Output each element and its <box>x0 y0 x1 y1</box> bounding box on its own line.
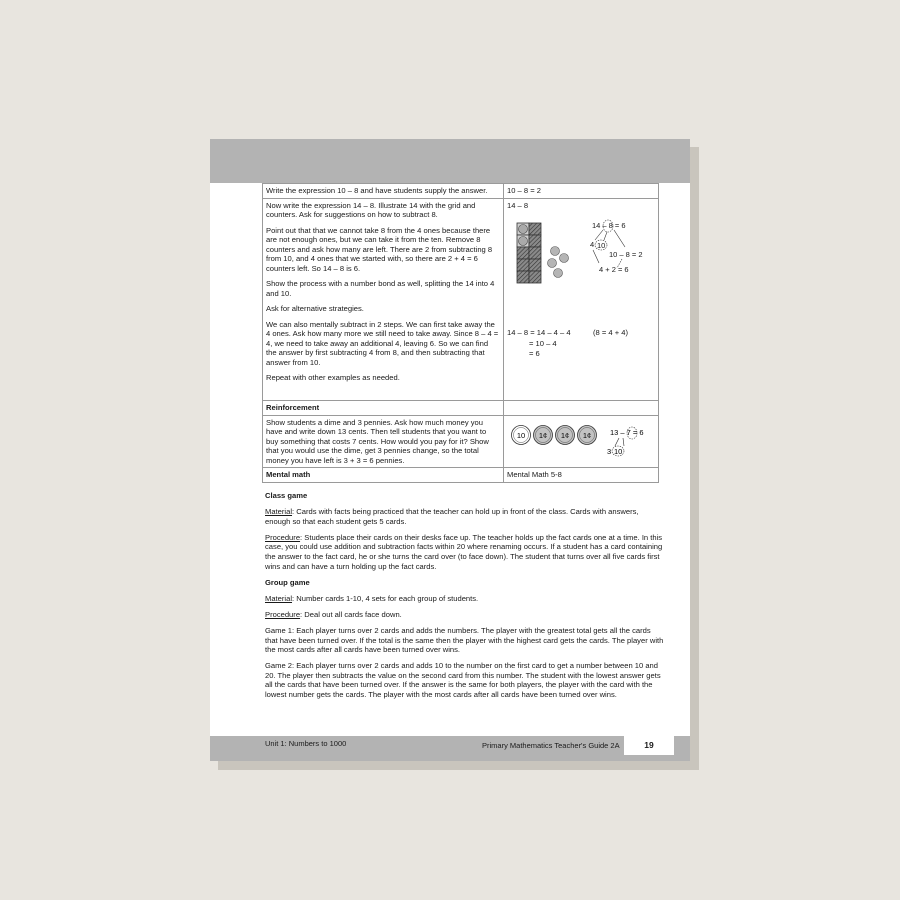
bond-step: 10 – 8 = 2 <box>609 250 643 259</box>
reinforcement-text: Show students a dime and 3 pennies. Ask how much money you have and write down 13 cents. Then tell students that you want to buy something that costs 7 cents. How would you pay for it? Show that you would use the dime, get 3 pennies change, so the total money you have left is 3 + 3 = 6 pennies. <box>263 415 504 468</box>
bond-part-10: 10 <box>614 446 623 456</box>
bond-part-10: 10 <box>597 241 606 250</box>
class-game-procedure: Procedure: Students place their cards on their desks face up. The teacher holds up the fact cards one at a time. In this case, you could use addition and subtraction facts within 20 where renaming occurs. If a student has a card containing the answer to the fact card, he or she turns the card over (to face down). The student that turns over all five cards first wins and can have a turn holding up the fact cards. <box>265 532 663 571</box>
row-example: 14 – 8 14 – 8 = 6 4 10 10 – 8 = 2 4 + 2 = 6 14 – 8 = 14 – 4 – 4 (8 = 4 + 4) = 10 – 4 = 6 <box>504 198 659 401</box>
paragraph: We can also mentally subtract in 2 steps. We can first take away the 4 ones. Ask how many more we still need to take away. Since 8 – 4 = 4, we need to take away an additional 4, leaving 6. So we can find the answer by first subtracting 4 from 8, and then subtracting that answer from 10. <box>266 319 499 367</box>
games-section <box>265 491 665 706</box>
number-bond-diagram <box>590 220 643 274</box>
mental-math-heading: Mental math <box>263 468 504 483</box>
class-game-heading: Class game <box>265 491 308 500</box>
reinforcement-heading: Reinforcement <box>263 401 504 416</box>
table-row <box>263 468 659 483</box>
table-row <box>263 401 659 416</box>
table-row <box>263 184 659 199</box>
document-page <box>210 139 690 761</box>
dime-icon: 10 <box>516 430 526 440</box>
penny-icon: 1¢ <box>538 430 548 440</box>
coins-cell <box>504 415 659 468</box>
class-game-material: Material: Cards with facts being practiced that the teacher can hold up in front of the class. Cards with answers, enough so that each student gets 5 cards. <box>265 507 639 526</box>
game-2-text: Game 2: Each player turns over 2 cards and adds 10 to the number on the first card to get a number between 10 and 20. The player then subtracts the value on the second card from this number. The student with the lowest answer gets all the cards that have been turned over. If the answer is the same for both players, the player with the card with the lowest number gets the cards. The player with the most cards after all cards have been turned over wins. <box>265 661 661 699</box>
game-1-text: Game 1: Each player turns over 2 cards and adds the numbers. The player with the greatest total gets all the cards that have been turned over. If the total is the same then the player with the highest card gets the cards. The player with the most cards after all cards have been turned over wins. <box>265 625 664 655</box>
paragraph: Repeat with other examples as needed. <box>266 373 400 382</box>
number-bond-small <box>607 427 644 456</box>
bond-sum: 4 + 2 = 6 <box>599 265 629 274</box>
paragraph: Ask for alternative strategies. <box>266 304 364 313</box>
table-row <box>263 415 659 468</box>
penny-icon: 1¢ <box>582 430 592 440</box>
footer-band <box>210 736 690 761</box>
penny-icon: 1¢ <box>560 430 570 440</box>
footer-book-title: Primary Mathematics Teacher's Guide 2A <box>482 741 620 750</box>
coins-illustration <box>507 418 653 464</box>
group-game-material: Material: Number cards 1-10, 4 sets for each group of students. <box>265 593 479 603</box>
bond-expression: 13 – 7 = 6 <box>610 427 644 437</box>
bond-equation: 14 – 8 = 6 <box>592 221 626 230</box>
row-example: 10 – 8 = 2 <box>504 184 659 199</box>
table-row <box>263 198 659 401</box>
mental-steps: 14 – 8 = 14 – 4 – 4 (8 = 4 + 4) = 10 – 4 = 6 <box>507 328 629 358</box>
row-instruction: Now write the expression 14 – 8. Illustrate 14 with the grid and counters. Ask for suggestions on how to subtract 8. Point out that that we cannot take 8 from the 4 ones because there are not enough ones, but we can take it from the ten. Remove 8 counters and ask how many are left. There are 2 from subtracting 8 from 10, and 4 ones that we started with, so there are 2 + 4 = 6 counters left. So 14 – 8 is 6. Show the process with a number bond as well, splitting the 14 into 4 and 10. Ask for alternative strategies. We can also mentally subtract in 2 steps. We can first take away the 4 ones. Ask how many more we still need to take away. Since 8 – 4 = 4, we need to take away an additional 4, leaving 6. So we can find the answer by first subtracting 4 from 8, and then subtracting that answer from 10. Repeat with other examples as needed. <box>263 198 504 401</box>
bond-part-4: 4 <box>590 240 595 249</box>
paragraph: Show the process with a number bond as well, splitting the 14 into 4 and 10. <box>266 279 495 298</box>
mental-math-reference: Mental Math 5-8 <box>504 468 659 483</box>
page-number: 19 <box>624 736 674 755</box>
header-band <box>210 139 690 183</box>
paragraph: Point out that that we cannot take 8 from the 4 ones because there are not enough ones, but we can take it from the ten. Remove 8 counters and ask how many are left. There are 2 from subtracting 8 from 10, and 4 ones that we started with, so there are 2 + 4 = 6 counters left. So 14 – 8 is 6. <box>266 225 493 273</box>
row-instruction: Write the expression 10 – 8 and have students supply the answer. <box>263 184 504 199</box>
group-game-heading: Group game <box>265 577 310 587</box>
lesson-table <box>262 183 659 483</box>
group-game-procedure: Procedure: Deal out all cards face down. <box>265 609 402 619</box>
footer-unit: Unit 1: Numbers to 1000 <box>265 739 347 748</box>
bond-part-3: 3 <box>607 446 612 456</box>
ten-frame-grid <box>517 223 541 283</box>
loose-counters <box>548 247 569 278</box>
